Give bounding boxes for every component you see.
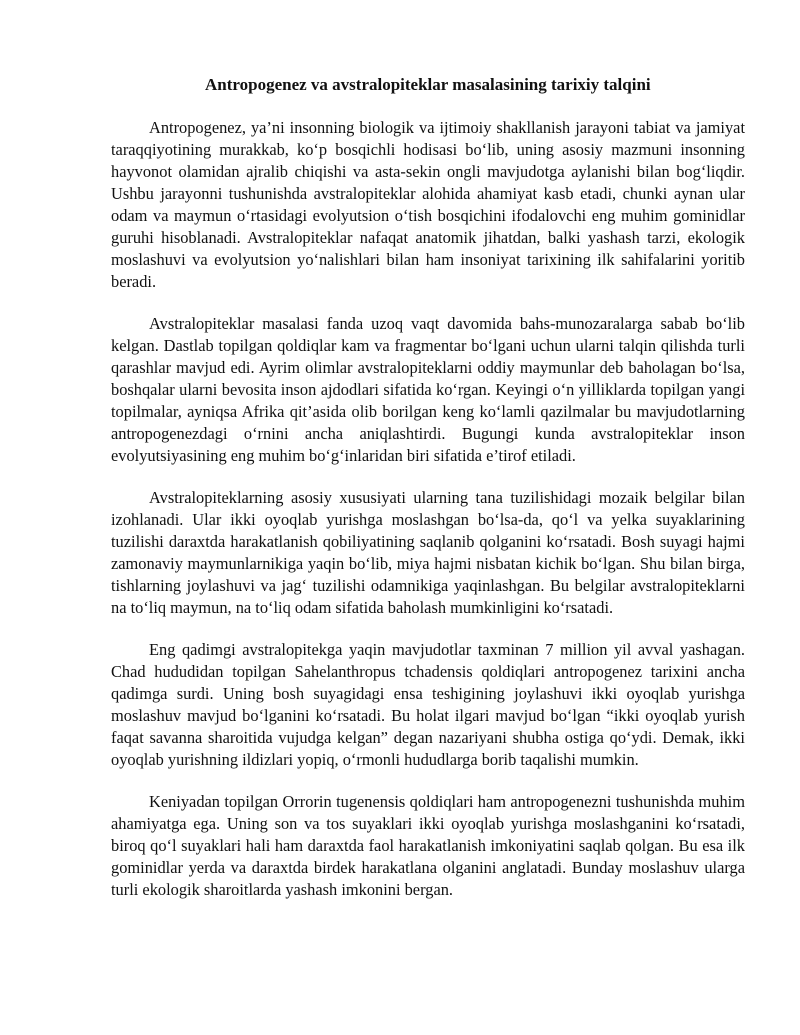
paragraph-3: Avstralopiteklarning asosiy xususiyati ularning tana tuzilishidagi mozaik belgilar bilan izohlanadi. Ular ikki oyoqlab yurishga moslashgan bo‘lsa-da, qo‘l va yelka suyaklarining tuzilishi daraxtda harakatlanish qobiliyatining saqlanib qolganini ko‘rsatadi. Bosh suyagi hajmi zamonaviy maymunlarnikiga yaqin bo‘lib, miya hajmi nisbatan kichik bo‘lgan. Shu bilan birga, tishlarning joylashuvi va jag‘ tuzilishi odamnikiga yaqinlashgan. Bu belgilar avstralopiteklarni na to‘liq maymun, na to‘liq odam sifatida baholash mumkinligini ko‘rsatadi. xyxy=(111,488,745,617)
paragraph-4: Eng qadimgi avstralopitekga yaqin mavjudotlar taxminan 7 million yil avval yashagan. Chad hududidan topilgan Sahelanthropus tchadensis qoldiqlari antropogenez tarixini ancha qadimga surdi. Uning bosh suyagidagi ensa teshigining joylashuvi ikki oyoqlab yurishga moslashuv mavjud bo‘lganini ko‘rsatadi. Bu holat ilgari mavjud bo‘lgan “ikki oyoqlab yurish faqat savanna sharoitida vujudga kelgan” degan nazariyani shubha ostiga qo‘ydi. Demak, ikki oyoqlab yurishning ildizlari yopiq, o‘rmonli hududlarga borib taqalishi mumkin. xyxy=(111,640,745,769)
document-title: Antropogenez va avstralopiteklar masalasining tarixiy talqini xyxy=(205,75,651,94)
document-body xyxy=(111,74,745,901)
paragraph-1: Antropogenez, ya’ni insonning biologik va ijtimoiy shakllanish jarayoni tabiat va jamiyat taraqqiyotining murakkab, ko‘p bosqichli hodisasi bo‘lib, uning asosiy mazmuni insonning hayvonot olamidan ajralib chiqishi va asta-sekin ongli mavjudotga aylanishi bilan bog‘liqdir. Ushbu jarayonni tushunishda avstralopiteklar alohida ahamiyat kasb etadi, chunki aynan ular odam va maymun o‘rtasidagi evolyutsion o‘tish bosqichini ifodalovchi eng muhim gominidlar guruhi hisoblanadi. Avstralopiteklar nafaqat anatomik jihatdan, balki yashash tarzi, ekologik moslashuvi va evolyutsion yo‘nalishlari bilan ham insoniyat tarixining ilk sahifalarini yoritib beradi. xyxy=(111,118,745,291)
paragraph-2: Avstralopiteklar masalasi fanda uzoq vaqt davomida bahs-munozaralarga sabab bo‘lib kelgan. Dastlab topilgan qoldiqlar kam va fragmentar bo‘lgani uchun ularni talqin qilishda turli qarashlar mavjud edi. Ayrim olimlar avstralopiteklarni oddiy maymunlar deb baholagan bo‘lsa, boshqalar ularni bevosita inson ajdodlari sifatida ko‘rgan. Keyingi o‘n yilliklarda topilgan yangi topilmalar, ayniqsa Afrika qit’asida olib borilgan keng ko‘lamli qazilmalar bu mavjudotlarning antropogenezdagi o‘rnini ancha aniqlashtirdi. Bugungi kunda avstralopiteklar inson evolyutsiyasining eng muhim bo‘g‘inlaridan biri sifatida e’tirof etiladi. xyxy=(111,314,745,465)
paragraph-5: Keniyadan topilgan Orrorin tugenensis qoldiqlari ham antropogenezni tushunishda muhim ahamiyatga ega. Uning son va tos suyaklari ikki oyoqlab yurishga moslashganini ko‘rsatadi, biroq qo‘l suyaklari hali ham daraxtda faol harakatlanish imkoniyatini saqlab qolgan. Bu esa ilk gominidlar yerda va daraxtda birdek harakatlana olganini anglatadi. Bunday moslashuv ularga turli ekologik sharoitlarda yashash imkonini bergan. xyxy=(111,792,745,899)
